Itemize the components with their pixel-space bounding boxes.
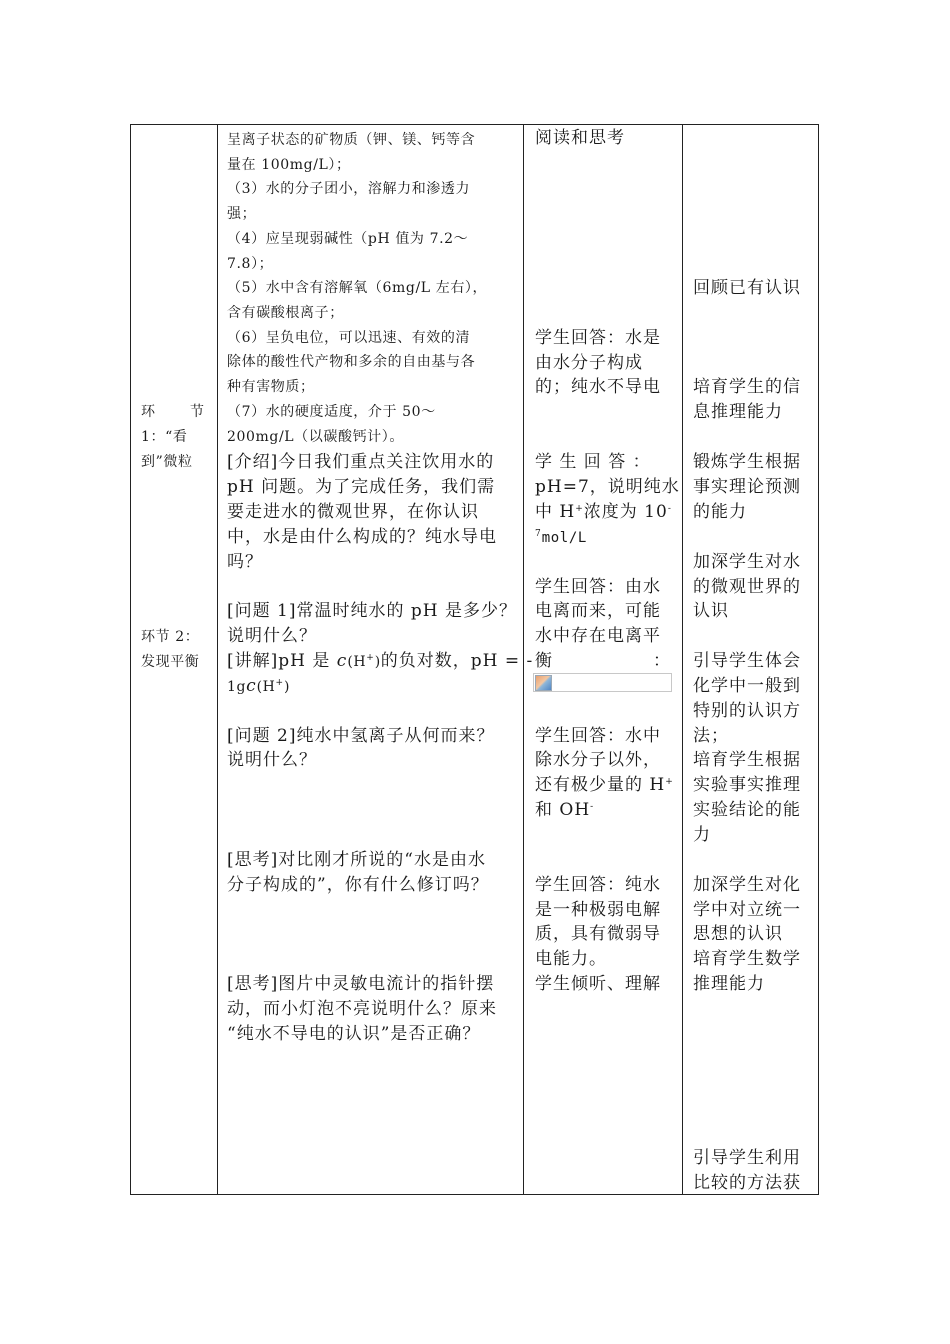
intent-deepen-line: 加深学生对水 <box>693 552 801 572</box>
stage1-line1b: 节 <box>190 404 205 420</box>
answer1-line: 由水分子构成 <box>535 353 643 373</box>
intent-guide-line: 实验事实推理 <box>693 775 801 795</box>
water-standard-line: （4）应呈现弱碱性（pH 值为 7.2～ <box>227 231 469 247</box>
think2-line: 动，而小灯泡不亮说明什么？原来 <box>227 999 497 1019</box>
intent-unity-line: 加深学生对化 <box>693 875 801 895</box>
intent-info-line: 培育学生的信 <box>693 377 801 397</box>
lecture-line2: 1gc(H+) <box>227 676 291 696</box>
stage1-line2: 1：“看 <box>141 429 188 445</box>
question2-line: [问题 2]纯水中氢离子从何而来？ <box>227 726 495 746</box>
stage1-line1a: 环 <box>141 404 156 420</box>
think1-line: 分子构成的”，你有什么修订吗？ <box>227 875 489 895</box>
stage2-line1: 环节 2： <box>141 629 200 645</box>
answer2-line2: pH=7，说明纯水 <box>535 477 680 497</box>
image-icon <box>535 675 552 691</box>
answer3-line: 学生回答：由水 <box>535 577 661 597</box>
water-standard-line: 强； <box>227 206 257 222</box>
answer1-line: 的；纯水不导电 <box>535 377 661 397</box>
intro-line: [介绍]今日我们重点关注饮用水的 <box>227 452 495 472</box>
water-standard-line: 含有碳酸根离子； <box>227 305 344 321</box>
answer3-colon: ： <box>653 651 671 671</box>
intro-line: 要走进水的微观世界，在你认识 <box>227 502 479 522</box>
answer3-line: 衡 <box>535 651 553 671</box>
intent-unity-line: 推理能力 <box>693 974 765 994</box>
answer5-line: 学生回答：纯水 <box>535 875 661 895</box>
question1-line: 说明什么？ <box>227 626 317 646</box>
answer5-line: 质，具有微弱导 <box>535 924 661 944</box>
lecture-line1: [讲解]pH 是 c(H+)的负对数，pH = - <box>227 651 534 671</box>
answer5-line: 电能力。 <box>535 949 607 969</box>
answer4-line4: 和 OH- <box>535 800 595 820</box>
question2-line: 说明什么？ <box>227 750 317 770</box>
stage2-line2: 发现平衡 <box>141 654 200 670</box>
read-and-think: 阅读和思考 <box>535 128 625 148</box>
water-standard-line: （3）水的分子团小，溶解力和渗透力 <box>227 181 471 197</box>
intro-line: pH 问题。为了完成任务，我们需 <box>227 477 496 497</box>
intent-guide-line: 培育学生根据 <box>693 750 801 770</box>
think1-line: [思考]对比刚才所说的“水是由水 <box>227 850 486 870</box>
intent-deepen-line: 认识 <box>693 601 729 621</box>
question1-line: [问题 1]常温时纯水的 pH 是多少？ <box>227 601 517 621</box>
water-standard-line: 呈离子状态的矿物质（钾、镁、钙等含 <box>227 132 476 148</box>
answer3-line: 电离而来，可能 <box>535 601 661 621</box>
stage1-line3: 到”微粒 <box>141 454 193 470</box>
column-divider <box>682 125 683 1194</box>
water-standard-line: 7.8）； <box>227 256 274 272</box>
intent-predict-line: 的能力 <box>693 502 747 522</box>
answer2-line1: 学 生 回 答 ： <box>535 452 651 472</box>
water-standard-line: 200mg/L（以碳酸钙计）。 <box>227 429 404 445</box>
answer4-line2: 除水分子以外， <box>535 750 661 770</box>
intent-unity-line: 培育学生数学 <box>693 949 801 969</box>
intent-deepen-line: 的微观世界的 <box>693 577 801 597</box>
broken-image-placeholder <box>533 673 672 692</box>
water-standard-line: 量在 100mg/L）； <box>227 157 351 173</box>
intent-compare-line: 比较的方法获 <box>693 1173 801 1193</box>
intent-guide-line: 实验结论的能 <box>693 800 801 820</box>
think2-line: [思考]图片中灵敏电流计的指针摆 <box>227 974 495 994</box>
intent-unity-line: 学中对立统一 <box>693 900 801 920</box>
intent-predict-line: 锻炼学生根据 <box>693 452 801 472</box>
answer2-line4: $^7$mol/L <box>535 529 587 546</box>
intent-info-line: 息推理能力 <box>693 402 783 422</box>
answer6-line: 学生倾听、理解 <box>535 974 661 994</box>
water-standard-line: （5）水中含有溶解氧（6mg/L 左右）， <box>227 280 488 296</box>
answer1-line: 学生回答：水是 <box>535 328 661 348</box>
answer4-line3: 还有极少量的 H+ <box>535 775 674 795</box>
intent-guide-line: 特别的认识方 <box>693 701 801 721</box>
answer4-line1: 学生回答：水中 <box>535 726 661 746</box>
water-standard-line: 除体的酸性代产物和多余的自由基与各 <box>227 354 476 370</box>
intent-guide-line: 引导学生体会 <box>693 651 801 671</box>
answer5-line: 是一种极弱电解 <box>535 900 661 920</box>
intro-line: 吗？ <box>227 552 263 572</box>
answer3-line: 水中存在电离平 <box>535 626 661 646</box>
think2-line: “纯水不导电的认识”是否正确？ <box>227 1024 481 1044</box>
intent-guide-line: 力 <box>693 825 711 845</box>
intro-line: 中，水是由什么构成的？纯水导电 <box>227 527 497 547</box>
intent-compare-line: 引导学生利用 <box>693 1148 801 1168</box>
water-standard-line: （6）呈负电位，可以迅速、有效的清 <box>227 330 471 346</box>
column-divider <box>217 125 218 1194</box>
intent-guide-line: 化学中一般到 <box>693 676 801 696</box>
answer2-line3: 中 H+浓度为 10- <box>535 502 672 522</box>
intent-predict-line: 事实理论预测 <box>693 477 801 497</box>
water-standard-line: （7）水的硬度适度，介于 50～ <box>227 404 436 420</box>
intent-unity-line: 思想的认识 <box>693 924 783 944</box>
intent-review: 回顾已有认识 <box>693 278 801 298</box>
intent-guide-line: 法； <box>693 726 729 746</box>
water-standard-line: 种有害物质； <box>227 379 315 395</box>
